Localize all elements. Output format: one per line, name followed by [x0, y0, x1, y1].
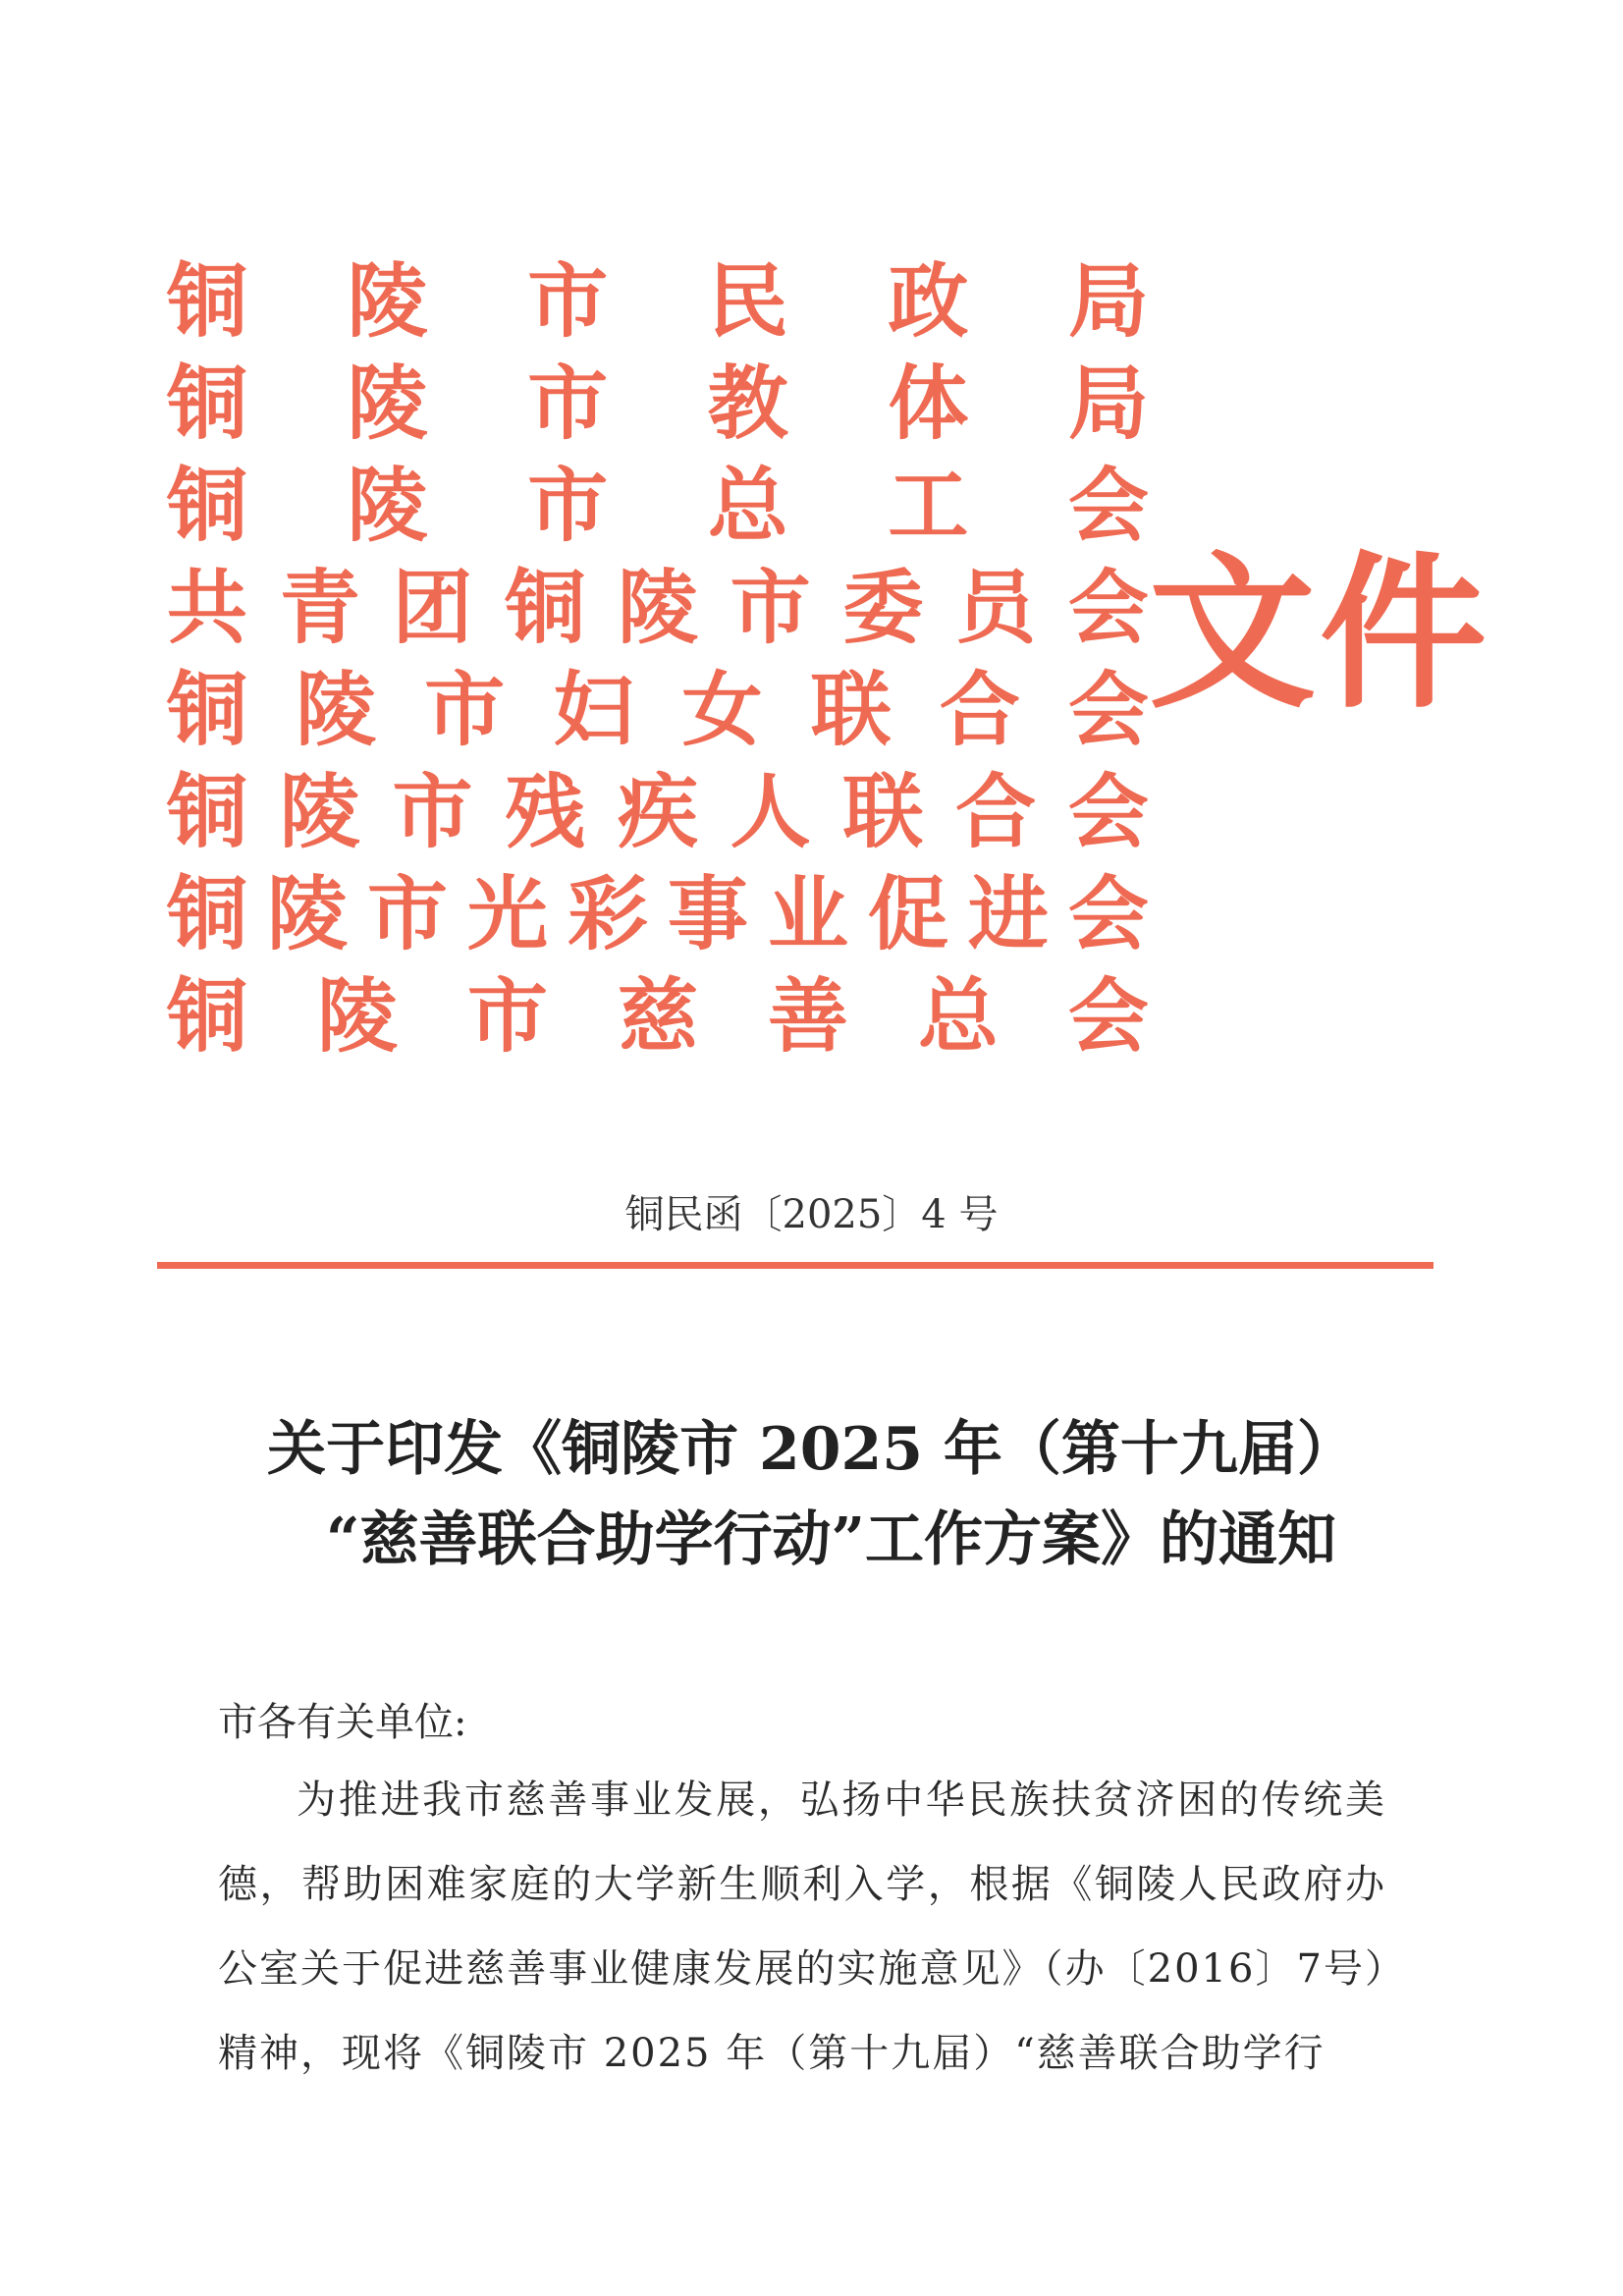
red-divider-line: [157, 1262, 1434, 1269]
issuer-char: 会: [1067, 867, 1149, 961]
title-line-2: “慈善联合助学行动”工作方案》的通知: [325, 1505, 1337, 1574]
issuer-char: 铜: [505, 561, 586, 655]
issuer-char: 合: [955, 765, 1037, 859]
issuer-char: 市: [366, 867, 448, 961]
issuer-char: 会: [1067, 663, 1149, 757]
issuer-char: 铜: [167, 969, 248, 1064]
issuer-char: 人: [730, 765, 811, 859]
issuer-char: 铜: [167, 356, 248, 451]
issuer-char: 疾: [617, 765, 698, 859]
issuer-char: 善: [767, 969, 848, 1064]
issuer-char: 团: [392, 561, 473, 655]
issuer-char: 体: [888, 356, 969, 451]
issuer-char: 局: [1067, 254, 1149, 349]
issuer-char: 市: [527, 459, 609, 553]
issuer-char: 会: [1067, 765, 1149, 859]
issuer-char: 陵: [316, 969, 398, 1064]
body-text: [218, 1758, 1386, 2096]
issuer-char: 陵: [266, 867, 348, 961]
issuer-char: 铜: [167, 765, 248, 859]
issuer-char: 联: [810, 663, 892, 757]
issuer-char: 会: [1067, 459, 1149, 553]
issuer-char: 会: [1067, 561, 1149, 655]
issuer-char: 工: [888, 459, 969, 553]
issuer-row: [167, 659, 1149, 761]
issuer-char: 委: [842, 561, 924, 655]
issuer-char: 铜: [167, 254, 248, 349]
document-number: 铜民函〔2025〕4 号: [624, 1192, 999, 1237]
issuer-char: 青: [279, 561, 360, 655]
issuer-char: 进: [967, 867, 1049, 961]
issuer-row: [167, 455, 1149, 557]
issuer-char: 市: [466, 969, 548, 1064]
issuer-char: 共: [167, 561, 248, 655]
salutation: 市各有关单位:: [218, 1700, 467, 1745]
issuer-char: 彩: [567, 867, 648, 961]
issuer-char: 事: [667, 867, 748, 961]
issuer-char: 陵: [279, 765, 360, 859]
issuer-row: [167, 761, 1149, 863]
issuer-char: 员: [955, 561, 1037, 655]
issuer-char: 总: [917, 969, 999, 1064]
issuer-char: 会: [1067, 969, 1149, 1064]
issuer-char: 妇: [553, 663, 634, 757]
issuer-row: [167, 353, 1149, 455]
issuer-char: 市: [527, 356, 609, 451]
issuer-char: 促: [867, 867, 948, 961]
issuer-char: 市: [392, 765, 473, 859]
issuer-char: 铜: [167, 867, 248, 961]
issuer-char: 业: [767, 867, 848, 961]
issuer-char: 陵: [296, 663, 377, 757]
issuer-char: 市: [527, 254, 609, 349]
issuer-char: 合: [939, 663, 1020, 757]
issuer-row: [167, 250, 1149, 353]
issuer-char: 联: [842, 765, 924, 859]
issuer-char: 民: [707, 254, 788, 349]
issuer-char: 教: [707, 356, 788, 451]
document-title: [0, 1404, 1623, 1585]
issuer-char: 政: [888, 254, 969, 349]
issuer-char: 陵: [617, 561, 698, 655]
issuer-char: 铜: [167, 459, 248, 553]
issuer-char: 市: [424, 663, 506, 757]
issuer-char: 陵: [347, 254, 428, 349]
issuer-char: 光: [466, 867, 548, 961]
issuer-row: [167, 557, 1149, 659]
issuer-row: [167, 965, 1149, 1067]
issuer-char: 陵: [347, 356, 428, 451]
body-paragraph: 为推进我市慈善事业发展，弘扬中华民族扶贫济困的传统美德，帮助困难家庭的大学新生顺利入学，根据《铜陵人民政府办公室关于促进慈善事业健康发展的实施意见》（办〔2016〕7号）精神，现将《铜陵市 2025 年（第十九届）“慈善联合助学行: [218, 1777, 1386, 2076]
issuer-char: 局: [1067, 356, 1149, 451]
issuer-char: 市: [730, 561, 811, 655]
issuer-char: 慈: [617, 969, 698, 1064]
issuer-char: 残: [505, 765, 586, 859]
title-line-1: 关于印发《铜陵市 2025 年（第十九届）: [267, 1415, 1356, 1484]
issuer-char: 铜: [167, 663, 248, 757]
issuer-char: 女: [681, 663, 763, 757]
issuer-block: [167, 250, 1149, 1067]
issuer-row: [167, 863, 1149, 965]
issuer-char: 总: [707, 459, 788, 553]
document-header-wenjian: 文件: [1149, 535, 1491, 732]
issuer-char: 陵: [347, 459, 428, 553]
